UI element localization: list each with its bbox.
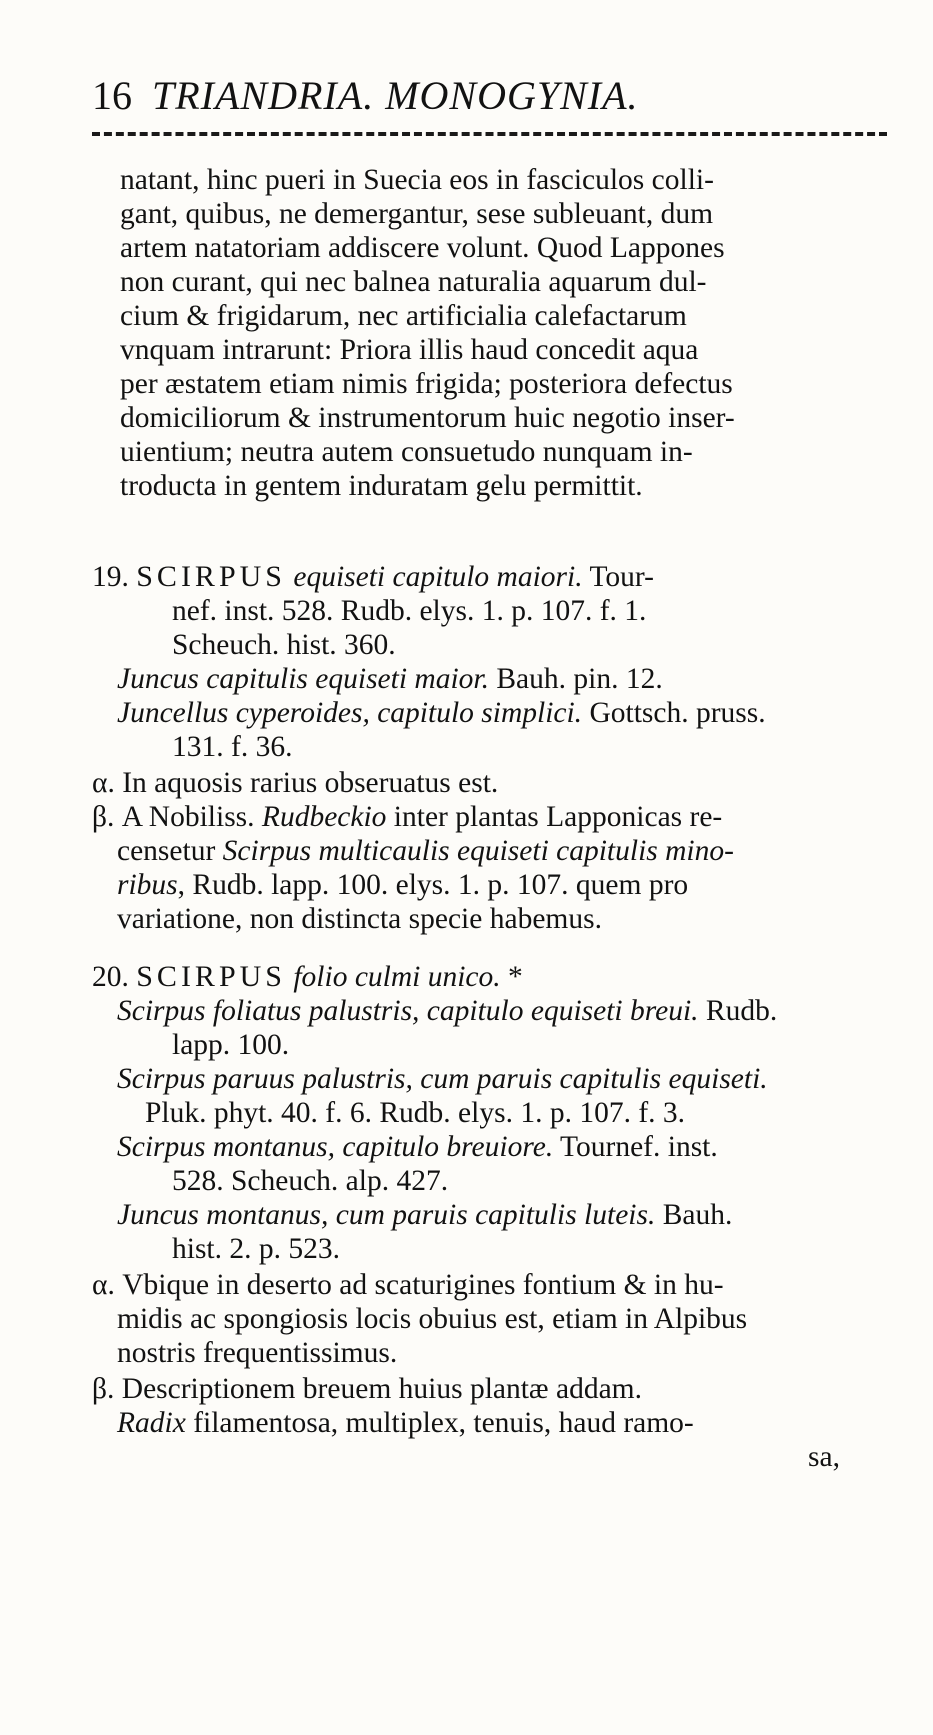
text-run: troducta in gentem induratam gelu permittit. — [120, 470, 643, 502]
text-line — [120, 333, 698, 367]
entry-number: 19. — [92, 561, 137, 593]
text-line — [92, 1268, 724, 1302]
text-run: hist. 2. p. 523. — [172, 1233, 340, 1265]
text-run: Radix — [117, 1407, 186, 1439]
text-run: α. Vbique in deserto ad scaturigines fontium & in hu- — [92, 1269, 724, 1301]
genus-name: SCIRPUS — [136, 560, 286, 593]
text-run: Tournef. inst. — [553, 1131, 718, 1163]
text-run: inter plantas Lapponicas re- — [386, 801, 723, 833]
text-run: 131. f. 36. — [172, 731, 293, 763]
text-run: Scirpus paruus palustris, cum paruis capitulis equiseti. — [117, 1063, 768, 1095]
header-rule — [92, 132, 887, 136]
text-run: Tour- — [582, 561, 654, 593]
text-line — [172, 730, 292, 764]
text-run: Juncus capitulis equiseti maior. — [117, 663, 489, 695]
text-run: β. A Nobiliss. — [92, 801, 262, 833]
text-line — [120, 401, 735, 435]
text-run: Juncellus cyperoides, capitulo simplici. — [117, 697, 583, 729]
genus-name: SCIRPUS — [136, 960, 286, 993]
text-run: midis ac spongiosis locis obuius est, etiam in Alpibus — [117, 1303, 748, 1335]
text-line — [117, 994, 777, 1028]
text-line — [120, 231, 725, 265]
text-line — [145, 1096, 685, 1130]
text-run: domiciliorum & instrumentorum huic negotio inser- — [120, 402, 735, 434]
text-line — [92, 766, 498, 800]
running-title: TRIANDRIA. MONOGYNIA. — [152, 73, 639, 118]
text-run: equiseti capitulo maiori. — [293, 561, 583, 593]
text-line — [117, 1062, 768, 1096]
text-line — [92, 800, 722, 834]
text-line — [120, 197, 713, 231]
text-run: sa, — [808, 1441, 840, 1473]
text-line — [120, 299, 687, 333]
text-line — [172, 1028, 289, 1062]
text-run: vnquam intrarunt: Priora illis haud concedit aqua — [120, 334, 699, 366]
text-line — [117, 902, 602, 936]
text-run: Gottsch. pruss. — [582, 697, 766, 729]
text-run: cium & frigidarum, nec artificialia calefactarum — [120, 300, 687, 332]
text-line — [172, 1232, 340, 1266]
text-run: gant, quibus, ne demergantur, sese subleuant, dum — [120, 198, 714, 230]
text-line — [172, 594, 646, 628]
text-line — [117, 1336, 397, 1370]
text-line — [117, 1302, 747, 1336]
text-line — [92, 560, 654, 594]
text-run: Rudb. — [698, 995, 778, 1027]
text-run: nostris frequentissimus. — [117, 1337, 398, 1369]
text-run: Rudbeckio — [261, 801, 387, 833]
text-line — [120, 265, 707, 299]
text-line — [92, 1372, 642, 1406]
text-line — [92, 960, 523, 994]
text-run: α. In aquosis rarius obseruatus est. — [92, 767, 499, 799]
text-run: censetur — [117, 835, 223, 867]
text-run: lapp. 100. — [172, 1029, 290, 1061]
text-line — [172, 628, 396, 662]
text-line — [120, 435, 693, 469]
text-run: * — [500, 961, 523, 993]
text-line — [117, 662, 663, 696]
text-run: filamentosa, multiplex, tenuis, haud ramo- — [185, 1407, 694, 1439]
text-run: artem natatoriam addiscere volunt. Quod Lappones — [120, 232, 725, 264]
catchword — [808, 1440, 840, 1474]
text-run: Scheuch. hist. 360. — [172, 629, 396, 661]
text-run: Juncus montanus, cum paruis capitulis luteis. — [117, 1199, 656, 1231]
text-run: 528. Scheuch. alp. 427. — [172, 1165, 449, 1197]
text-line — [120, 367, 733, 401]
entry-number: 20. — [92, 961, 137, 993]
text-run: β. Descriptionem breuem huius plantæ addam. — [92, 1373, 642, 1405]
text-line — [117, 696, 766, 730]
text-run: natant, hinc pueri in Suecia eos in fasciculos colli- — [120, 164, 714, 196]
text-run: Pluk. phyt. 40. f. 6. Rudb. elys. 1. p. 107. f. 3. — [145, 1097, 686, 1129]
text-line — [117, 1130, 718, 1164]
page-number: 16 — [92, 73, 132, 118]
text-run: ribus — [117, 869, 178, 901]
running-header — [92, 72, 639, 120]
text-run: nef. inst. 528. Rudb. elys. 1. p. 107. f. 1. — [172, 595, 647, 627]
text-line — [120, 163, 714, 197]
text-run: Scirpus montanus, capitulo breuiore. — [117, 1131, 554, 1163]
text-line — [172, 1164, 448, 1198]
text-line — [117, 868, 688, 902]
text-run: Scirpus foliatus palustris, capitulo equiseti breui. — [117, 995, 699, 1027]
text-line — [117, 1406, 694, 1440]
text-line — [117, 834, 734, 868]
text-run: , Rudb. lapp. 100. elys. 1. p. 107. quem pro — [177, 869, 689, 901]
text-line — [120, 469, 643, 503]
text-run: variatione, non distincta specie habemus. — [117, 903, 602, 935]
text-run: uientium; neutra autem consuetudo nunquam in- — [120, 436, 693, 468]
text-run: Bauh. — [655, 1199, 733, 1231]
text-run: per æstatem etiam nimis frigida; posteriora defectus — [120, 368, 733, 400]
text-run: Scirpus multicaulis equiseti capitulis mino- — [222, 835, 734, 867]
text-run: folio culmi unico. — [293, 961, 501, 993]
text-line — [117, 1198, 732, 1232]
text-run: Bauh. pin. 12. — [489, 663, 663, 695]
text-run: non curant, qui nec balnea naturalia aquarum dul- — [120, 266, 707, 298]
